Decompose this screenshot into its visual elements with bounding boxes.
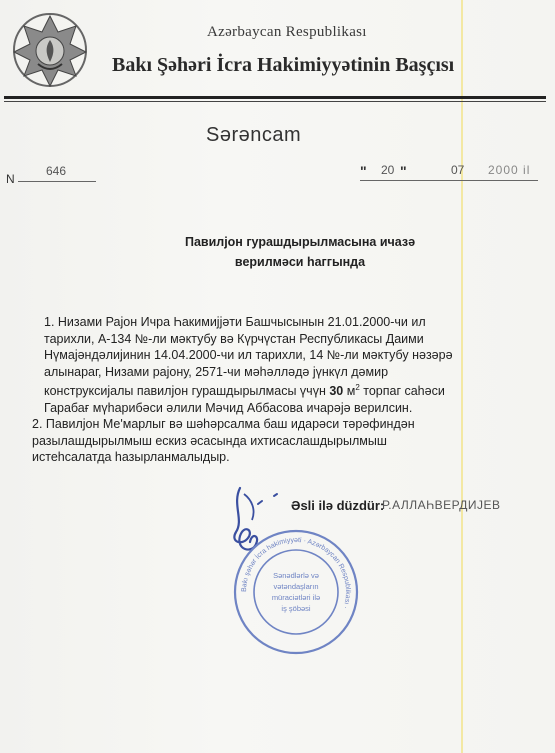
body-line: Нүмајәндәлијинин 14.04.2000-чи ил тарихли, 14 №-ли мәктубу нәзәрә	[44, 348, 453, 362]
country-name: Azərbaycan Respublikası	[207, 24, 367, 40]
date-day: 20	[381, 163, 395, 177]
subject-heading	[150, 232, 450, 272]
area-unit: м	[346, 384, 356, 399]
date-month: 07	[451, 163, 465, 177]
paragraph-2	[32, 416, 552, 466]
date-underline	[360, 180, 538, 181]
body-text: конструксијалы павилјон гурашдырылмасы үчүн	[44, 384, 330, 399]
body-line: разылашдырылмыш ескиз әсасында ихтисаслашдырылмыш	[32, 433, 387, 448]
body-line: 2. Павилјон Ме'марлыг вә шәһәрсалма баш идарәси тәрәфиндән	[32, 417, 415, 432]
coat-of-arms-icon	[10, 10, 90, 90]
area-value: 30	[329, 384, 344, 399]
stamp-line: Sənədlərlə və	[273, 571, 319, 580]
svg-text:Bakı şəhər İcra hakimiyyəti ·: Bakı şəhər İcra hakimiyyəti · Azərbaycan Respublikası ·	[240, 536, 352, 610]
stamp-line: müraciətləri ilə	[271, 593, 321, 602]
body-line	[44, 380, 552, 400]
body-line: тарихли, А-134 №-ли мәктубу вә Күрчүстан Республикасы Даими	[44, 331, 424, 346]
decree-body	[32, 314, 552, 466]
body-line: Гарабағ мүһарибәси әлили Мәчид Аббасова ичарәјә верилсин.	[44, 400, 413, 415]
document-title: Sərəncam	[206, 124, 302, 146]
header-rule	[4, 96, 546, 99]
certification-label: Əsli ilə düzdür:	[291, 498, 385, 513]
document-number: 646	[46, 164, 67, 178]
date-year: 2000 il	[488, 163, 531, 177]
stamp-line: iş şöbəsi	[281, 604, 311, 613]
certifier-name: Р.АЛЛАҺВЕРДИЈЕВ	[382, 498, 501, 512]
official-round-stamp	[232, 528, 360, 656]
header-rule-thin	[4, 101, 546, 102]
body-text: торпаг саһәси	[359, 384, 445, 399]
area-unit-exponent: 2	[355, 383, 360, 392]
date-quote-open: "	[360, 163, 367, 179]
date-quote-close: "	[400, 163, 407, 179]
body-line: 1. Низами Рајон Ичра Һакимијјәти Башчысынын 21.01.2000-чи ил	[44, 315, 426, 329]
number-label: N	[6, 172, 15, 186]
stamp-line: vətəndaşların	[273, 582, 319, 591]
body-line: истеһсалатда һазырланмалыдыр.	[32, 450, 230, 465]
body-line: алынараг, Низами рајону, 2571-чи мәһәлләдә јүнкүл дәмир	[44, 364, 389, 379]
subject-line: верилмәси һаггында	[234, 255, 366, 269]
authority-name: Bakı Şəhəri İcra Hakimiyyətinin Başçısı	[112, 54, 455, 76]
subject-line: Павилјон гурашдырылмасына ичазә	[184, 235, 416, 249]
paragraph-1	[44, 314, 552, 416]
number-underline	[18, 181, 96, 182]
